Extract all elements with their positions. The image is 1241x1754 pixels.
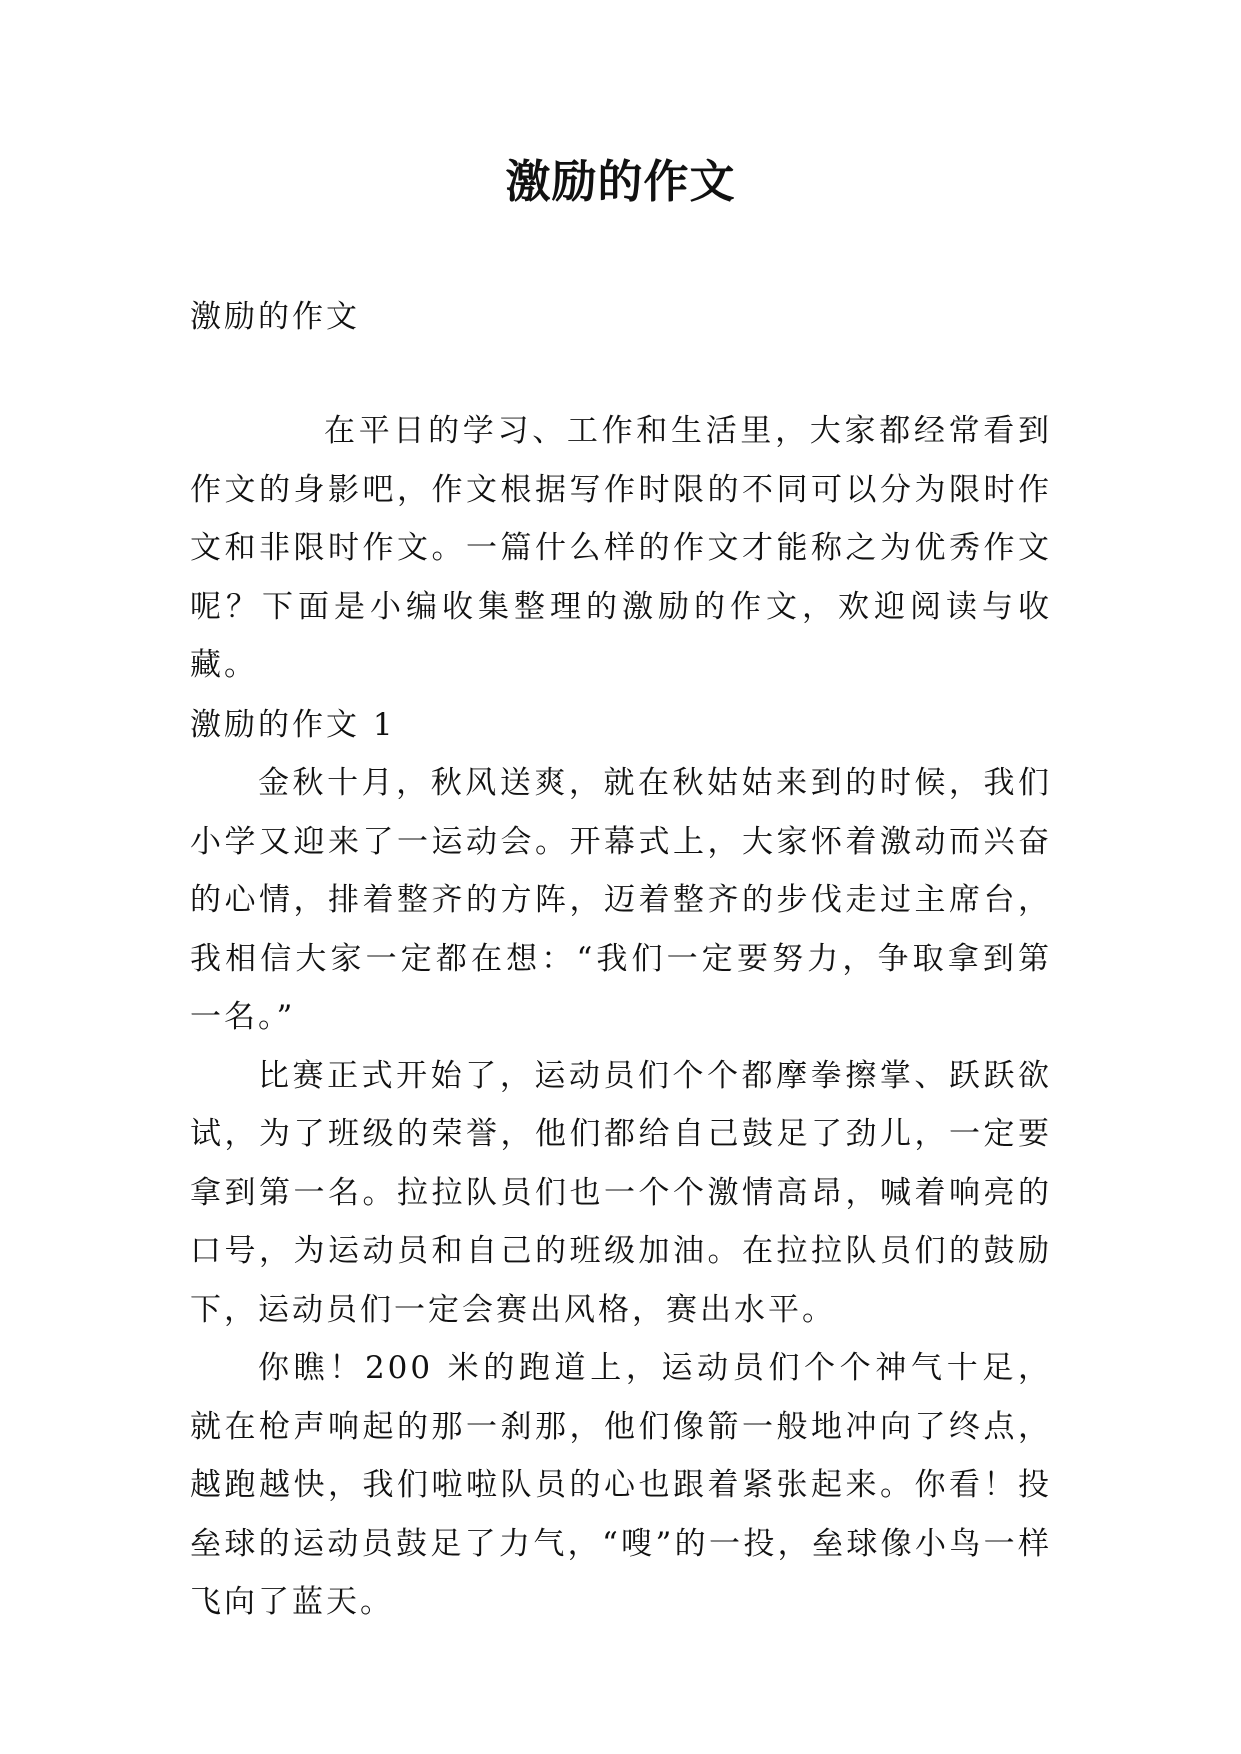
essay-body <box>190 754 1052 1632</box>
document-subtitle: 激励的作文 <box>190 299 360 335</box>
essay-paragraph-3: 你瞧！200 米的跑道上，运动员们个个神气十足，就在枪声响起的那一刹那，他们像箭一般地冲向了终点，越跑越快，我们啦啦队员的心也跟着紧张起来。你看！投垒球的运动员鼓足了力气，“嗖”的一投，垒球像小鸟一样飞向了蓝天。 <box>190 1350 1052 1620</box>
essay-paragraph-1: 金秋十月，秋风送爽，就在秋姑姑来到的时候，我们小学又迎来了一运动会。开幕式上，大家怀着激动而兴奋的心情，排着整齐的方阵，迈着整齐的步伐走过主席台，我相信大家一定都在想：“我们一定要努力，争取拿到第一名。” <box>190 765 1052 1035</box>
essay-heading: 激励的作文 1 <box>190 707 396 743</box>
intro-paragraph: 在平日的学习、工作和生活里，大家都经常看到作文的身影吧，作文根据写作时限的不同可以分为限时作文和非限时作文。一篇什么样的作文才能称之为优秀作文呢？下面是小编收集整理的激励的作文，欢迎阅读与收藏。 <box>190 413 1052 683</box>
document-title: 激励的作文 <box>505 155 736 208</box>
essay-paragraph-2: 比赛正式开始了，运动员们个个都摩拳擦掌、跃跃欲试，为了班级的荣誉，他们都给自己鼓足了劲儿，一定要拿到第一名。拉拉队员们也一个个激情高昂，喊着响亮的口号，为运动员和自己的班级加油。在拉拉队员们的鼓励下，运动员们一定会赛出风格，赛出水平。 <box>190 1057 1052 1328</box>
